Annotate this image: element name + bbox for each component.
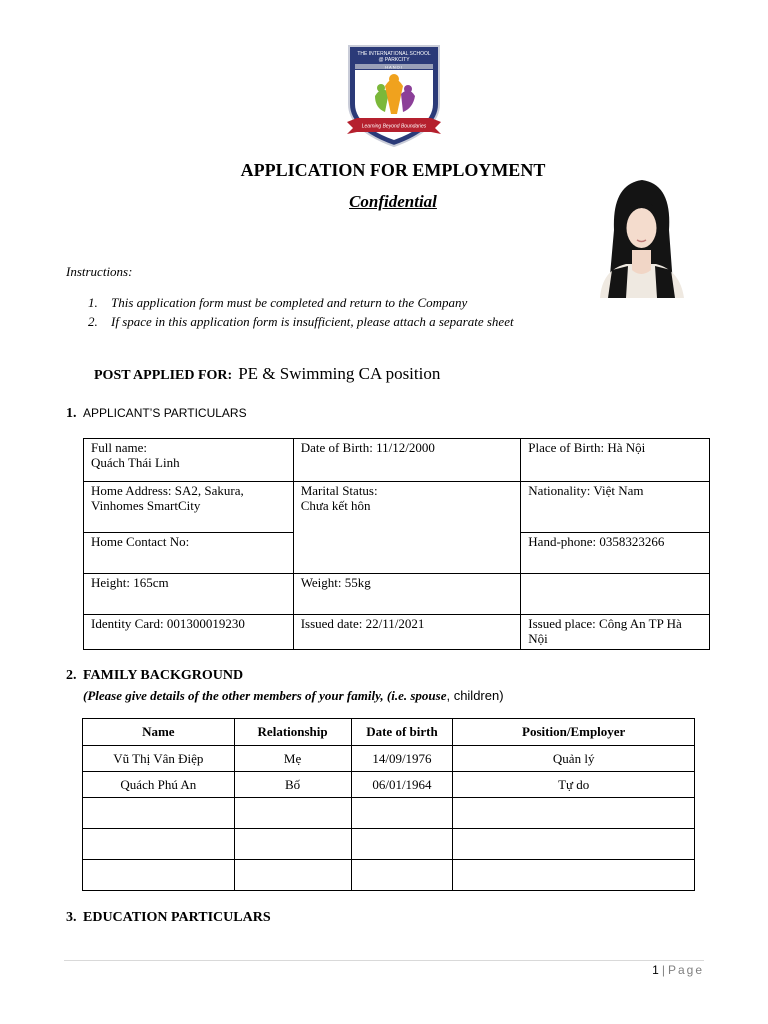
post-applied — [94, 364, 440, 384]
column-header-relationship: Relationship — [234, 719, 351, 746]
empty-cell — [351, 829, 453, 860]
section-family-background-heading — [66, 668, 243, 684]
family-note-main: (Please give details of the other members of your family, (i.e. spouse — [83, 688, 447, 703]
instruction-item — [88, 312, 514, 331]
home-address-line2: Vinhomes SmartCity — [91, 498, 201, 513]
applicant-photo — [592, 170, 691, 298]
logo-motto: Learning Beyond Boundaries — [361, 123, 427, 130]
empty-cell — [83, 860, 235, 891]
full-name-cell — [84, 439, 294, 482]
table-row — [84, 574, 710, 615]
date-of-birth-cell: Date of Birth: 11/12/2000 — [293, 439, 521, 482]
instructions-list — [88, 293, 514, 331]
table-row — [83, 746, 695, 772]
footer-divider — [64, 960, 704, 961]
form-title: APPLICATION FOR EMPLOYMENT — [240, 160, 546, 180]
instruction-text: If space in this application form is insufficient, please attach a separate sheet — [111, 314, 514, 329]
instruction-number: 2. — [88, 314, 98, 329]
family-instructions-note — [83, 688, 504, 704]
section-applicant-particulars-heading — [66, 406, 247, 422]
post-applied-value: PE & Swimming CA position — [238, 364, 441, 383]
home-contact-cell: Home Contact No: — [84, 533, 294, 574]
family-member-relationship: Mẹ — [234, 746, 351, 772]
column-header-date-of-birth: Date of birth — [351, 719, 453, 746]
family-member-position: Quản lý — [453, 746, 695, 772]
family-member-dob: 14/09/1976 — [351, 746, 453, 772]
table-row — [84, 439, 710, 482]
instruction-text: This application form must be completed and return to the Company — [111, 295, 468, 310]
place-of-birth-cell: Place of Birth: Hà Nội — [521, 439, 710, 482]
table-header-row — [83, 719, 695, 746]
table-row — [83, 860, 695, 891]
empty-cell — [234, 860, 351, 891]
family-note-tail: , children) — [446, 688, 504, 703]
issued-date-cell: Issued date: 22/11/2021 — [293, 615, 521, 650]
column-header-position-employer: Position/Employer — [453, 719, 695, 746]
page-number: 1 — [652, 963, 659, 977]
table-row — [83, 829, 695, 860]
logo-school-name-line2: @ PARKCITY — [378, 57, 410, 63]
weight-cell: Weight: 55kg — [293, 574, 521, 615]
marital-status-value: Chưa kết hôn — [300, 498, 371, 513]
post-applied-label: POST APPLIED FOR: — [94, 368, 233, 383]
empty-cell — [351, 860, 453, 891]
family-member-position: Tự do — [453, 772, 695, 798]
full-name-value: Quách Thái Linh — [91, 455, 180, 470]
instructions-heading: Instructions: — [66, 264, 133, 279]
empty-cell — [234, 798, 351, 829]
marital-status-label: Marital Status: — [300, 483, 378, 498]
section-number: 2. — [66, 668, 77, 683]
school-logo — [345, 42, 443, 150]
table-row — [84, 482, 710, 533]
logo-school-name-line1: THE INTERNATIONAL SCHOOL — [357, 51, 431, 57]
family-member-dob: 06/01/1964 — [351, 772, 453, 798]
instruction-item — [88, 293, 514, 312]
section-title: EDUCATION PARTICULARS — [83, 910, 271, 925]
family-member-name: Quách Phú An — [83, 772, 235, 798]
empty-cell — [234, 829, 351, 860]
empty-cell — [83, 829, 235, 860]
family-member-name: Vũ Thị Vân Điệp — [83, 746, 235, 772]
empty-cell — [453, 829, 695, 860]
issued-place-cell: Issued place: Công An TP Hà Nội — [521, 615, 710, 650]
instruction-number: 1. — [88, 295, 98, 310]
section-number: 3. — [66, 910, 77, 925]
marital-status-cell — [293, 482, 521, 574]
hand-phone-cell: Hand-phone: 0358323266 — [521, 533, 710, 574]
identity-card-cell: Identity Card: 001300019230 — [84, 615, 294, 650]
logo-city: HANOI — [385, 64, 403, 70]
footer-separator: | — [661, 963, 665, 977]
table-row — [84, 615, 710, 650]
page-footer — [652, 963, 704, 977]
height-cell: Height: 165cm — [84, 574, 294, 615]
applicant-particulars-table — [83, 438, 710, 650]
full-name-label: Full name: — [91, 440, 147, 455]
empty-cell — [83, 798, 235, 829]
column-header-name: Name — [83, 719, 235, 746]
home-address-cell — [84, 482, 294, 533]
form-subtitle: Confidential — [349, 192, 437, 211]
empty-cell — [521, 574, 710, 615]
family-background-table — [82, 718, 695, 891]
empty-cell — [453, 860, 695, 891]
section-number: 1. — [66, 406, 77, 421]
table-row — [83, 798, 695, 829]
home-address-line1: Home Address: SA2, Sakura, — [91, 483, 244, 498]
table-row — [83, 772, 695, 798]
page-word: Page — [667, 963, 704, 977]
section-title: FAMILY BACKGROUND — [83, 668, 244, 683]
section-title: APPLICANT’S PARTICULARS — [83, 406, 247, 420]
family-member-relationship: Bố — [234, 772, 351, 798]
nationality-cell: Nationality: Việt Nam — [521, 482, 710, 533]
empty-cell — [351, 798, 453, 829]
section-education-particulars-heading — [66, 910, 271, 926]
empty-cell — [453, 798, 695, 829]
